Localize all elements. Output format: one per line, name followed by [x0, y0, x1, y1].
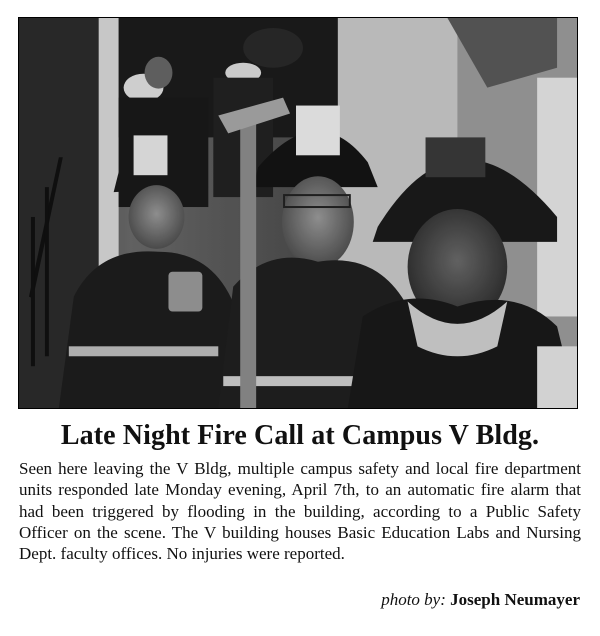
- article-body: Seen here leaving the V Bldg, multiple campus safety and local fire department units responded late Monday evening, April 7th, to an automatic fire alarm that had been triggered by flooding in the building, according to a Public Safety Officer on the scene. The V building houses Basic Education Labs and Nursing Dept. faculty offices. No injuries were reported.: [19, 459, 581, 564]
- firefighters-photo: [19, 18, 577, 408]
- photo-credit-name: Joseph Neumayer: [450, 590, 580, 609]
- photo-credit-label: photo by:: [381, 590, 446, 609]
- headline: Late Night Fire Call at Campus V Bldg.: [60, 420, 540, 451]
- news-photo: [18, 17, 578, 409]
- photo-credit: [381, 589, 580, 611]
